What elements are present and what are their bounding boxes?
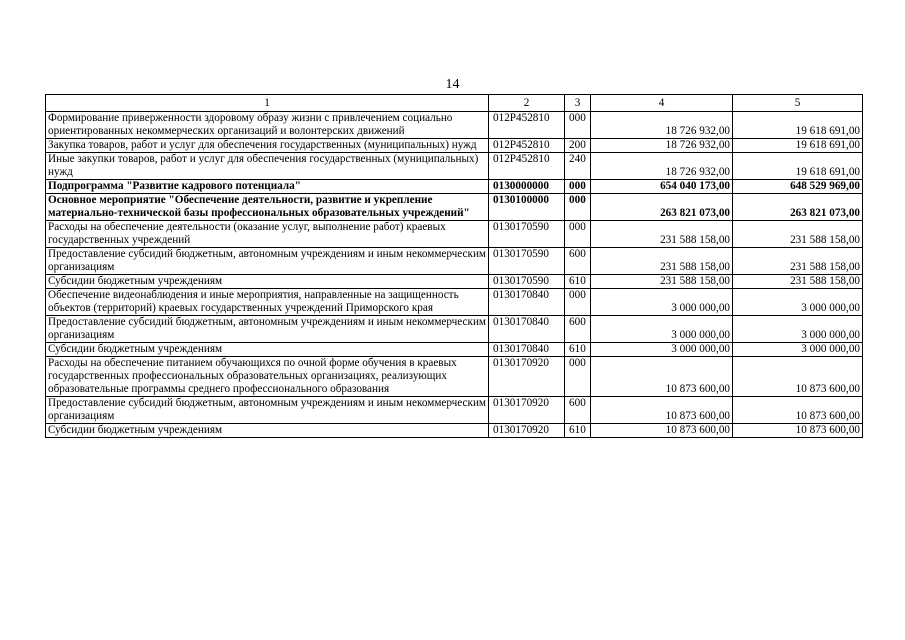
table-row (46, 221, 863, 248)
row-code-cell: 0130170840 (489, 316, 565, 343)
row-code-cell: 0130170590 (489, 248, 565, 275)
header-col-2: 2 (489, 95, 565, 112)
row-value-col4-cell: 263 821 073,00 (591, 194, 733, 221)
header-col-4: 4 (591, 95, 733, 112)
row-type-cell: 000 (565, 289, 591, 316)
row-type-cell: 000 (565, 180, 591, 194)
header-row (46, 95, 863, 112)
row-value-col4-cell: 18 726 932,00 (591, 112, 733, 139)
row-type-cell: 240 (565, 153, 591, 180)
row-code-cell: 0130170920 (489, 357, 565, 397)
table-row (46, 194, 863, 221)
row-code-cell: 0130170840 (489, 289, 565, 316)
table-row (46, 180, 863, 194)
row-name-cell: Предоставление субсидий бюджетным, автономным учреждениям и иным некоммерческим организациям (46, 248, 489, 275)
row-code-cell: 0130170840 (489, 343, 565, 357)
table-row (46, 397, 863, 424)
row-value-col5-cell: 3 000 000,00 (733, 316, 863, 343)
row-type-cell: 610 (565, 343, 591, 357)
row-value-col4-cell: 231 588 158,00 (591, 248, 733, 275)
row-code-cell: 0130170920 (489, 397, 565, 424)
row-code-cell: 012P452810 (489, 139, 565, 153)
row-value-col5-cell: 10 873 600,00 (733, 357, 863, 397)
header-col-1: 1 (46, 95, 489, 112)
row-value-col4-cell: 18 726 932,00 (591, 139, 733, 153)
row-type-cell: 610 (565, 275, 591, 289)
table-row (46, 343, 863, 357)
row-value-col5-cell: 263 821 073,00 (733, 194, 863, 221)
row-value-col5-cell: 10 873 600,00 (733, 397, 863, 424)
table-row (46, 275, 863, 289)
row-name-cell: Иные закупки товаров, работ и услуг для обеспечения государственных (муниципальных) нужд (46, 153, 489, 180)
row-type-cell: 000 (565, 194, 591, 221)
row-code-cell: 0130000000 (489, 180, 565, 194)
row-type-cell: 600 (565, 316, 591, 343)
row-value-col5-cell: 19 618 691,00 (733, 112, 863, 139)
row-name-cell: Расходы на обеспечение деятельности (оказание услуг, выполнение работ) краевых государственных учреждений (46, 221, 489, 248)
row-value-col5-cell: 231 588 158,00 (733, 221, 863, 248)
row-value-col4-cell: 231 588 158,00 (591, 275, 733, 289)
row-name-cell: Основное мероприятие "Обеспечение деятельности, развитие и укрепление материально-технической базы профессиональных образовательных учреждений" (46, 194, 489, 221)
row-name-cell: Субсидии бюджетным учреждениям (46, 424, 489, 438)
row-value-col4-cell: 10 873 600,00 (591, 424, 733, 438)
row-name-cell: Обеспечение видеонаблюдения и иные мероприятия, направленные на защищенность объектов (территорий) краевых государственных учреждений Приморского края (46, 289, 489, 316)
table-row (46, 248, 863, 275)
row-name-cell: Субсидии бюджетным учреждениям (46, 343, 489, 357)
row-value-col5-cell: 231 588 158,00 (733, 248, 863, 275)
row-name-cell: Расходы на обеспечение питанием обучающихся по очной форме обучения в краевых государственных профессиональных образовательных организациях, реализующих образовательные программы среднего профессионального образования (46, 357, 489, 397)
row-value-col4-cell: 3 000 000,00 (591, 316, 733, 343)
row-value-col4-cell: 654 040 173,00 (591, 180, 733, 194)
row-type-cell: 600 (565, 397, 591, 424)
row-type-cell: 200 (565, 139, 591, 153)
table-body (46, 112, 863, 438)
row-value-col5-cell: 19 618 691,00 (733, 153, 863, 180)
row-value-col4-cell: 3 000 000,00 (591, 289, 733, 316)
row-name-cell: Предоставление субсидий бюджетным, автономным учреждениям и иным некоммерческим организациям (46, 397, 489, 424)
row-code-cell: 0130170590 (489, 275, 565, 289)
budget-table (45, 94, 863, 438)
row-code-cell: 012P452810 (489, 153, 565, 180)
table-row (46, 316, 863, 343)
row-value-col5-cell: 3 000 000,00 (733, 343, 863, 357)
header-col-5: 5 (733, 95, 863, 112)
row-value-col4-cell: 231 588 158,00 (591, 221, 733, 248)
row-value-col5-cell: 19 618 691,00 (733, 139, 863, 153)
row-type-cell: 000 (565, 357, 591, 397)
row-name-cell: Закупка товаров, работ и услуг для обеспечения государственных (муниципальных) нужд (46, 139, 489, 153)
row-value-col4-cell: 10 873 600,00 (591, 397, 733, 424)
row-value-col5-cell: 10 873 600,00 (733, 424, 863, 438)
row-name-cell: Формирование приверженности здоровому образу жизни с привлечением социально ориентированных некоммерческих организаций и волонтерских движений (46, 112, 489, 139)
row-name-cell: Субсидии бюджетным учреждениям (46, 275, 489, 289)
row-value-col5-cell: 648 529 969,00 (733, 180, 863, 194)
row-code-cell: 0130100000 (489, 194, 565, 221)
header-col-3: 3 (565, 95, 591, 112)
table-row (46, 139, 863, 153)
row-type-cell: 600 (565, 248, 591, 275)
row-value-col4-cell: 18 726 932,00 (591, 153, 733, 180)
row-code-cell: 0130170590 (489, 221, 565, 248)
table-row (46, 289, 863, 316)
table-row (46, 112, 863, 139)
table-row (46, 153, 863, 180)
row-code-cell: 012P452810 (489, 112, 565, 139)
row-type-cell: 610 (565, 424, 591, 438)
row-type-cell: 000 (565, 112, 591, 139)
table-row (46, 357, 863, 397)
row-value-col4-cell: 10 873 600,00 (591, 357, 733, 397)
row-name-cell: Предоставление субсидий бюджетным, автономным учреждениям и иным некоммерческим организациям (46, 316, 489, 343)
row-code-cell: 0130170920 (489, 424, 565, 438)
row-value-col4-cell: 3 000 000,00 (591, 343, 733, 357)
row-value-col5-cell: 3 000 000,00 (733, 289, 863, 316)
row-name-cell: Подпрограмма "Развитие кадрового потенциала" (46, 180, 489, 194)
row-type-cell: 000 (565, 221, 591, 248)
row-value-col5-cell: 231 588 158,00 (733, 275, 863, 289)
table-header (46, 95, 863, 112)
table-row (46, 424, 863, 438)
page-number: 14 (445, 77, 460, 92)
